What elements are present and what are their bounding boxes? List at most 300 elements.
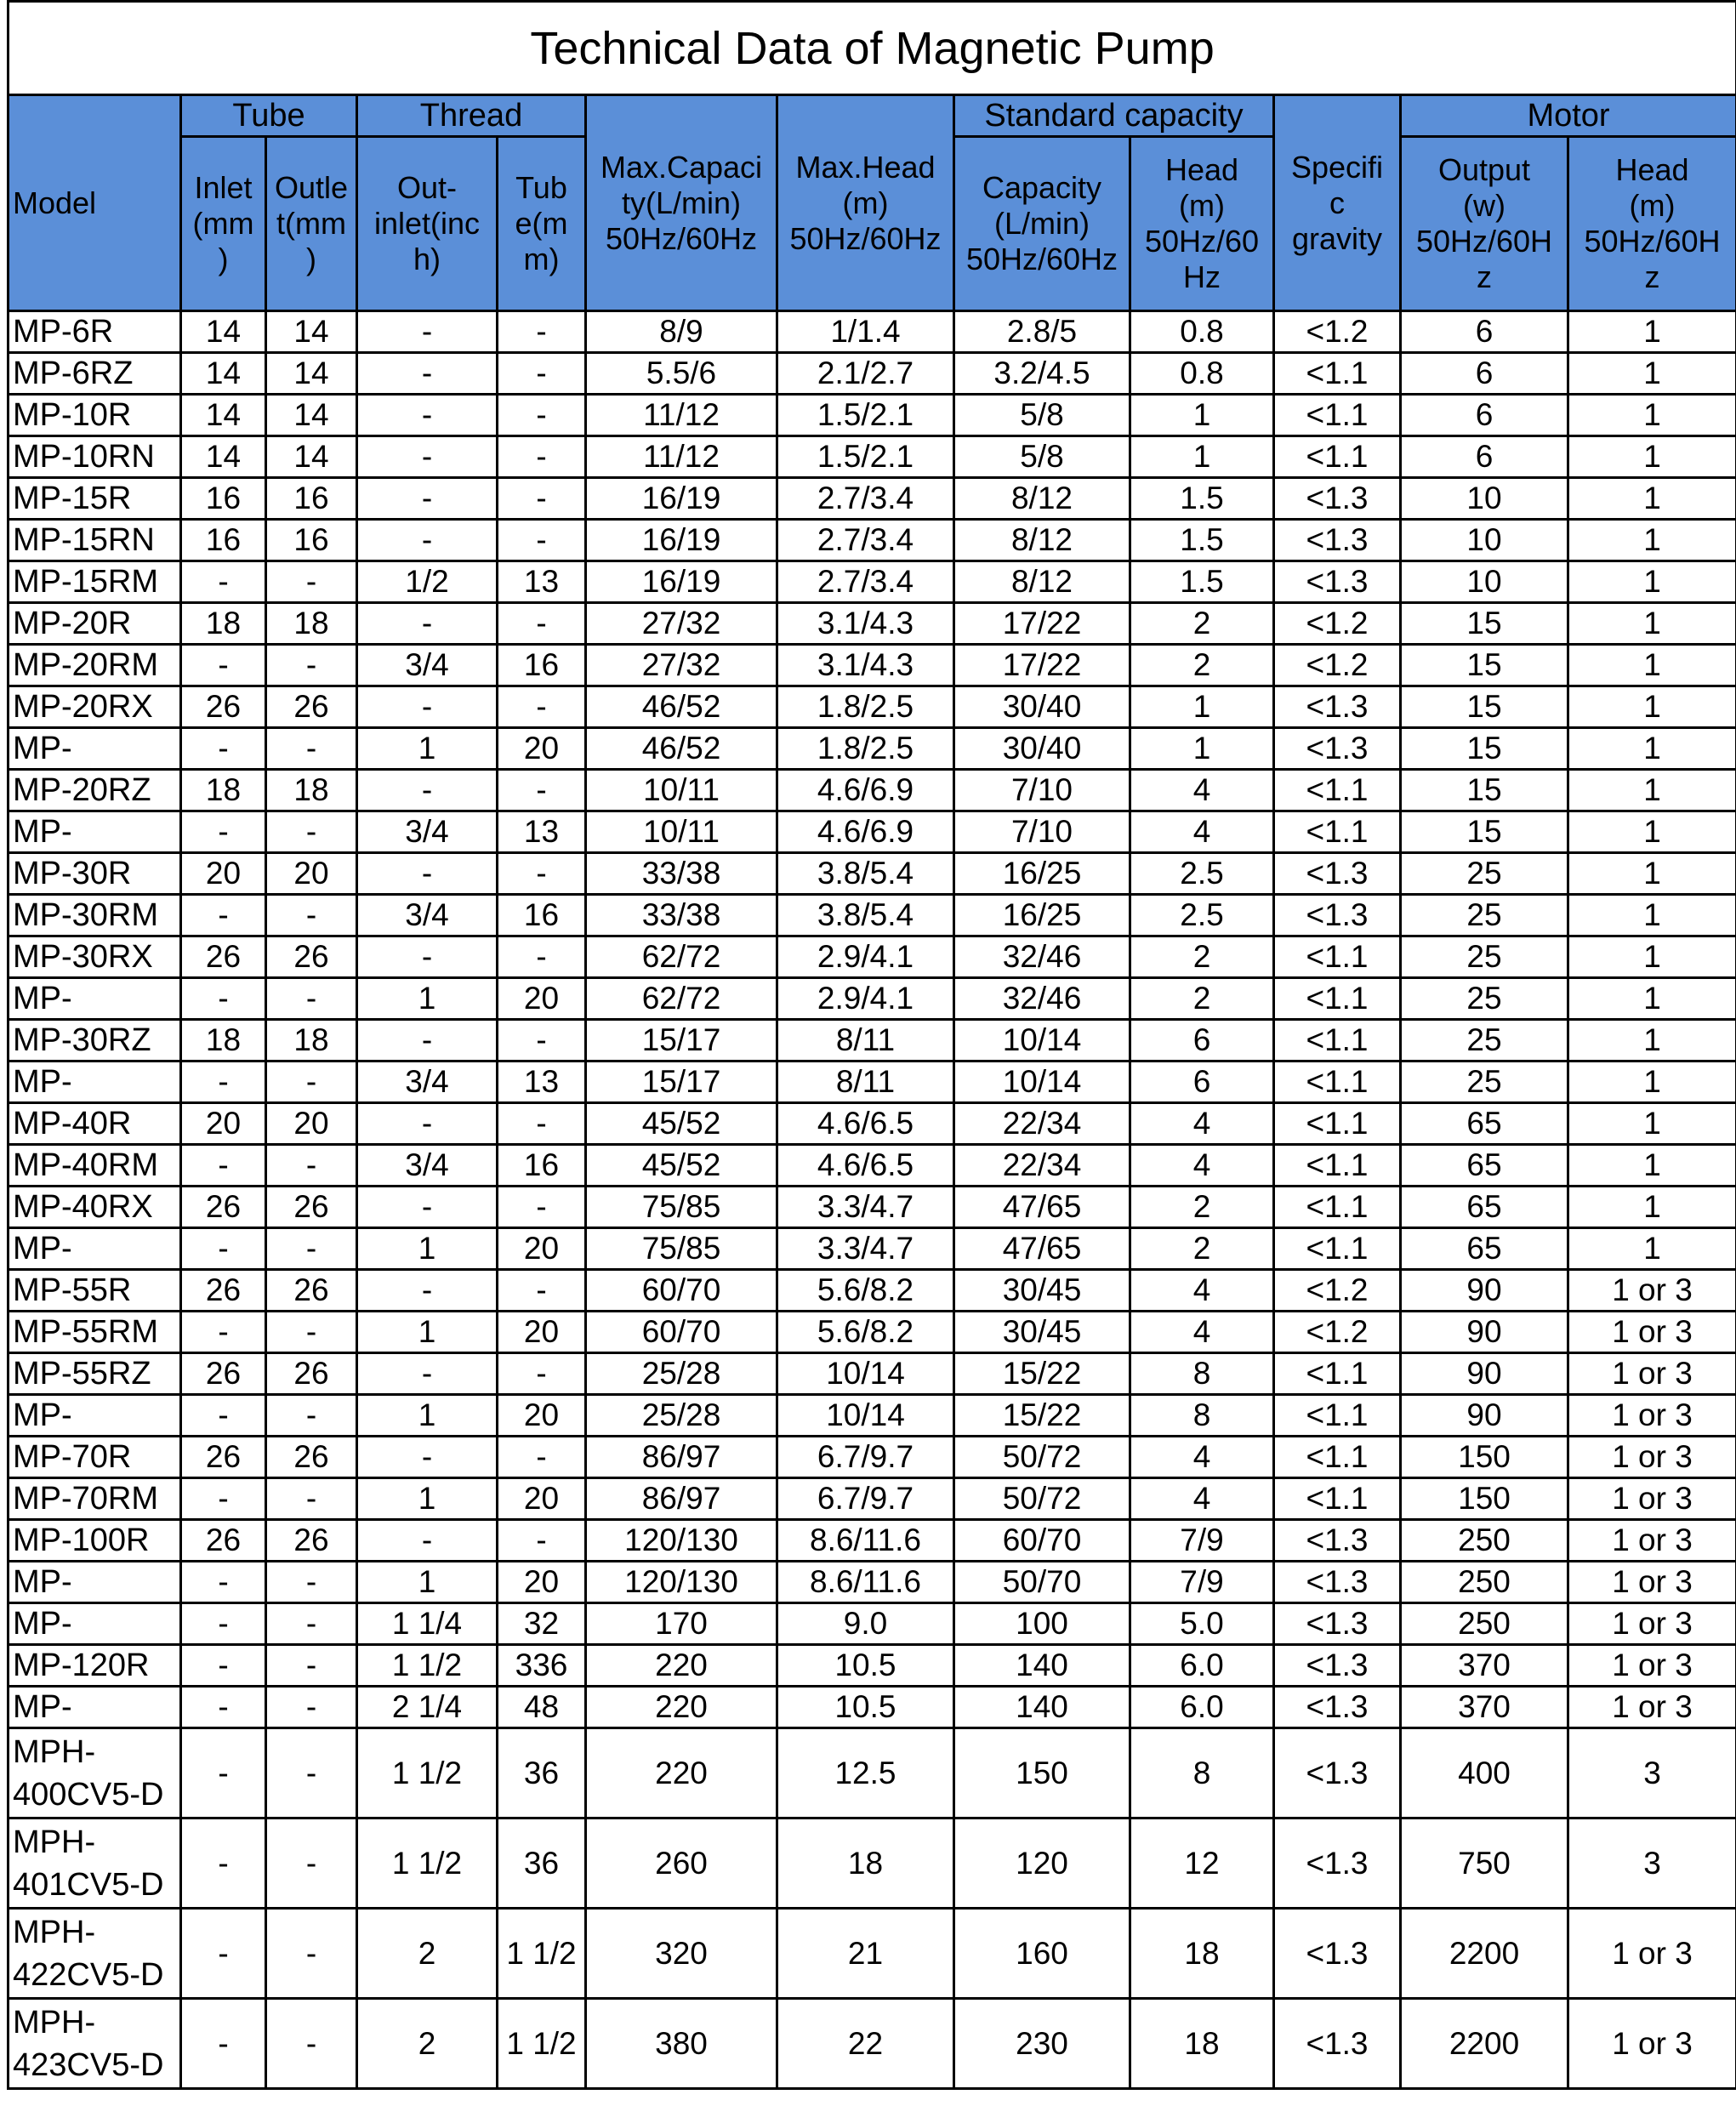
cell-model: MP-20RZ (9, 770, 181, 811)
cell-max-capacity: 25/28 (586, 1353, 777, 1395)
cell-specific-gravity: <1.1 (1274, 1020, 1401, 1062)
cell-output: 25 (1401, 936, 1568, 978)
cell-motor-head: 1 (1568, 520, 1736, 561)
cell-out-inlet: 1/2 (357, 561, 498, 603)
cell-max-head: 2.1/2.7 (777, 353, 954, 395)
cell-output: 15 (1401, 686, 1568, 728)
table-row (9, 1187, 1736, 1228)
model-line: MPH- (13, 1824, 96, 1860)
cell-head: 2 (1130, 1228, 1274, 1270)
cell-outlet: 18 (266, 770, 357, 811)
cell-tube-mm: 16 (498, 645, 586, 686)
cell-tube-mm: 36 (498, 1728, 586, 1818)
cell-specific-gravity: <1.3 (1274, 1520, 1401, 1562)
cell-motor-head: 3 (1568, 1818, 1736, 1909)
cell-motor-head: 1 (1568, 645, 1736, 686)
cell-max-capacity: 220 (586, 1687, 777, 1728)
cell-model: MP- (9, 1562, 181, 1603)
cell-tube-mm: 36 (498, 1818, 586, 1909)
cell-specific-gravity: <1.2 (1274, 311, 1401, 353)
cell-tube-mm: - (498, 1187, 586, 1228)
cell-capacity: 60/70 (954, 1520, 1130, 1562)
cell-tube-mm: 13 (498, 811, 586, 853)
cell-specific-gravity: <1.3 (1274, 1645, 1401, 1687)
cell-motor-head: 1 or 3 (1568, 1909, 1736, 1999)
cell-outlet: - (266, 1395, 357, 1437)
cell-max-capacity: 16/19 (586, 561, 777, 603)
cell-max-capacity: 8/9 (586, 311, 777, 353)
cell-motor-head: 1 or 3 (1568, 1999, 1736, 2089)
table-row (9, 353, 1736, 395)
cell-capacity: 8/12 (954, 520, 1130, 561)
cell-out-inlet: 1 1/2 (357, 1645, 498, 1687)
cell-max-capacity: 170 (586, 1603, 777, 1645)
table-body (9, 311, 1736, 2089)
cell-head: 1 (1130, 728, 1274, 770)
cell-head: 1 (1130, 686, 1274, 728)
cell-capacity: 30/45 (954, 1270, 1130, 1312)
cell-max-head: 4.6/6.9 (777, 770, 954, 811)
table-row (9, 1103, 1736, 1145)
cell-inlet: 18 (181, 603, 266, 645)
cell-tube-mm: 20 (498, 728, 586, 770)
cell-max-head: 5.6/8.2 (777, 1312, 954, 1353)
cell-outlet: 16 (266, 520, 357, 561)
cell-out-inlet: 1 (357, 1562, 498, 1603)
cell-inlet: - (181, 895, 266, 936)
cell-capacity: 5/8 (954, 436, 1130, 478)
cell-model: MP-100R (9, 1520, 181, 1562)
cell-capacity: 3.2/4.5 (954, 353, 1130, 395)
cell-outlet: 18 (266, 603, 357, 645)
cell-outlet: 20 (266, 853, 357, 895)
cell-max-capacity: 10/11 (586, 770, 777, 811)
cell-capacity: 50/72 (954, 1437, 1130, 1478)
cell-motor-head: 3 (1568, 1728, 1736, 1818)
cell-out-inlet: - (357, 603, 498, 645)
cell-head: 1 (1130, 436, 1274, 478)
header-max-head: Max.Head (m) 50Hz/60Hz (777, 95, 954, 311)
cell-model: MP-30R (9, 853, 181, 895)
cell-specific-gravity: <1.1 (1274, 436, 1401, 478)
cell-inlet: - (181, 561, 266, 603)
cell-max-capacity: 15/17 (586, 1062, 777, 1103)
cell-max-capacity: 11/12 (586, 436, 777, 478)
cell-inlet: - (181, 978, 266, 1020)
cell-output: 2200 (1401, 1999, 1568, 2089)
cell-tube-mm: - (498, 1103, 586, 1145)
cell-tube-mm: 20 (498, 1562, 586, 1603)
cell-motor-head: 1 (1568, 811, 1736, 853)
cell-capacity: 120 (954, 1818, 1130, 1909)
cell-tube-mm: - (498, 603, 586, 645)
cell-max-head: 10.5 (777, 1645, 954, 1687)
cell-inlet: - (181, 1562, 266, 1603)
cell-motor-head: 1 or 3 (1568, 1645, 1736, 1687)
cell-outlet: 26 (266, 936, 357, 978)
cell-specific-gravity: <1.3 (1274, 520, 1401, 561)
cell-model (9, 1909, 181, 1999)
table-row (9, 1478, 1736, 1520)
cell-max-head: 2.7/3.4 (777, 561, 954, 603)
cell-max-head: 2.9/4.1 (777, 978, 954, 1020)
cell-max-capacity: 46/52 (586, 686, 777, 728)
cell-head: 1.5 (1130, 561, 1274, 603)
cell-max-head: 4.6/6.5 (777, 1145, 954, 1187)
cell-output: 10 (1401, 561, 1568, 603)
cell-max-head: 2.7/3.4 (777, 478, 954, 520)
table-row (9, 978, 1736, 1020)
cell-output: 250 (1401, 1520, 1568, 1562)
cell-outlet: - (266, 1478, 357, 1520)
cell-max-capacity: 27/32 (586, 645, 777, 686)
cell-outlet: 14 (266, 353, 357, 395)
cell-max-capacity: 11/12 (586, 395, 777, 436)
cell-inlet: 20 (181, 853, 266, 895)
cell-motor-head: 1 (1568, 436, 1736, 478)
cell-model (9, 1999, 181, 2089)
cell-capacity: 50/72 (954, 1478, 1130, 1520)
cell-out-inlet: - (357, 1103, 498, 1145)
table-row (9, 1020, 1736, 1062)
cell-outlet: 16 (266, 478, 357, 520)
cell-specific-gravity: <1.3 (1274, 1603, 1401, 1645)
cell-model: MP-40RM (9, 1145, 181, 1187)
cell-model (9, 1728, 181, 1818)
cell-inlet: - (181, 1687, 266, 1728)
cell-specific-gravity: <1.1 (1274, 770, 1401, 811)
cell-out-inlet: 1 1/2 (357, 1728, 498, 1818)
header-output: Output (w) 50Hz/60H z (1401, 137, 1568, 311)
cell-output: 400 (1401, 1728, 1568, 1818)
cell-output: 25 (1401, 978, 1568, 1020)
cell-inlet: 26 (181, 1270, 266, 1312)
cell-outlet: - (266, 561, 357, 603)
cell-outlet: 26 (266, 1353, 357, 1395)
cell-out-inlet: - (357, 936, 498, 978)
cell-out-inlet: 3/4 (357, 1145, 498, 1187)
cell-motor-head: 1 (1568, 686, 1736, 728)
cell-inlet: - (181, 1728, 266, 1818)
cell-out-inlet: - (357, 686, 498, 728)
cell-model: MP-15RM (9, 561, 181, 603)
table-row (9, 395, 1736, 436)
cell-head: 4 (1130, 770, 1274, 811)
cell-model: MP- (9, 811, 181, 853)
cell-model: MP- (9, 1062, 181, 1103)
cell-output: 2200 (1401, 1909, 1568, 1999)
cell-motor-head: 1 (1568, 1062, 1736, 1103)
cell-tube-mm: 20 (498, 1312, 586, 1353)
cell-specific-gravity: <1.1 (1274, 811, 1401, 853)
cell-max-capacity: 60/70 (586, 1270, 777, 1312)
header-group-thread: Thread (357, 95, 586, 137)
cell-motor-head: 1 (1568, 353, 1736, 395)
cell-inlet: - (181, 1478, 266, 1520)
cell-model: MP-20RX (9, 686, 181, 728)
table-row (9, 436, 1736, 478)
cell-output: 65 (1401, 1145, 1568, 1187)
cell-head: 18 (1130, 1909, 1274, 1999)
cell-tube-mm: - (498, 936, 586, 978)
cell-max-head: 3.1/4.3 (777, 645, 954, 686)
header-inlet: Inlet (mm ) (181, 137, 266, 311)
cell-head: 6 (1130, 1020, 1274, 1062)
header-motor-head: Head (m) 50Hz/60H z (1568, 137, 1736, 311)
cell-motor-head: 1 or 3 (1568, 1562, 1736, 1603)
cell-max-capacity: 260 (586, 1818, 777, 1909)
cell-output: 25 (1401, 895, 1568, 936)
cell-outlet: - (266, 1562, 357, 1603)
cell-tube-mm: 16 (498, 1145, 586, 1187)
cell-out-inlet: - (357, 1270, 498, 1312)
cell-output: 65 (1401, 1103, 1568, 1145)
cell-outlet: - (266, 1145, 357, 1187)
cell-tube-mm: 20 (498, 1228, 586, 1270)
cell-specific-gravity: <1.1 (1274, 1103, 1401, 1145)
cell-out-inlet: - (357, 1353, 498, 1395)
cell-outlet: - (266, 1312, 357, 1353)
cell-outlet: - (266, 1603, 357, 1645)
cell-max-head: 8.6/11.6 (777, 1520, 954, 1562)
spec-sheet (7, 0, 1735, 2090)
cell-motor-head: 1 (1568, 1103, 1736, 1145)
cell-max-head: 10/14 (777, 1353, 954, 1395)
cell-model: MP-30RZ (9, 1020, 181, 1062)
model-line: 400CV5-D (13, 1776, 164, 1813)
cell-max-capacity: 120/130 (586, 1520, 777, 1562)
cell-inlet: - (181, 811, 266, 853)
cell-model: MP- (9, 728, 181, 770)
cell-motor-head: 1 (1568, 1187, 1736, 1228)
cell-model: MP-120R (9, 1645, 181, 1687)
cell-capacity: 10/14 (954, 1062, 1130, 1103)
cell-output: 65 (1401, 1187, 1568, 1228)
cell-outlet: 14 (266, 395, 357, 436)
cell-specific-gravity: <1.2 (1274, 645, 1401, 686)
cell-max-head: 4.6/6.9 (777, 811, 954, 853)
cell-head: 4 (1130, 811, 1274, 853)
cell-specific-gravity: <1.3 (1274, 1818, 1401, 1909)
table-row (9, 1909, 1736, 1999)
header-tube-mm: Tub e(m m) (498, 137, 586, 311)
cell-head: 8 (1130, 1728, 1274, 1818)
cell-max-capacity: 380 (586, 1999, 777, 2089)
cell-tube-mm: - (498, 853, 586, 895)
cell-specific-gravity: <1.1 (1274, 978, 1401, 1020)
cell-out-inlet: - (357, 1437, 498, 1478)
cell-output: 6 (1401, 311, 1568, 353)
cell-inlet: 16 (181, 478, 266, 520)
cell-output: 65 (1401, 1228, 1568, 1270)
cell-output: 15 (1401, 645, 1568, 686)
cell-out-inlet: 1 (357, 1312, 498, 1353)
cell-outlet: 26 (266, 1187, 357, 1228)
cell-inlet: - (181, 728, 266, 770)
cell-output: 150 (1401, 1478, 1568, 1520)
header-group-tube: Tube (181, 95, 357, 137)
cell-output: 25 (1401, 1062, 1568, 1103)
cell-outlet: - (266, 728, 357, 770)
cell-max-head: 1.8/2.5 (777, 686, 954, 728)
cell-outlet: - (266, 1909, 357, 1999)
table-row (9, 1520, 1736, 1562)
cell-output: 750 (1401, 1818, 1568, 1909)
cell-capacity: 22/34 (954, 1145, 1130, 1187)
cell-outlet: 26 (266, 686, 357, 728)
cell-max-capacity: 45/52 (586, 1145, 777, 1187)
cell-head: 4 (1130, 1145, 1274, 1187)
cell-motor-head: 1 or 3 (1568, 1687, 1736, 1728)
cell-motor-head: 1 or 3 (1568, 1478, 1736, 1520)
cell-max-capacity: 16/19 (586, 520, 777, 561)
cell-capacity: 50/70 (954, 1562, 1130, 1603)
cell-max-capacity: 33/38 (586, 895, 777, 936)
cell-motor-head: 1 (1568, 978, 1736, 1020)
cell-specific-gravity: <1.1 (1274, 1145, 1401, 1187)
cell-specific-gravity: <1.1 (1274, 353, 1401, 395)
cell-output: 6 (1401, 395, 1568, 436)
cell-outlet: - (266, 1687, 357, 1728)
cell-output: 90 (1401, 1312, 1568, 1353)
cell-max-capacity: 220 (586, 1728, 777, 1818)
cell-specific-gravity: <1.3 (1274, 1999, 1401, 2089)
cell-capacity: 47/65 (954, 1187, 1130, 1228)
page-title: Technical Data of Magnetic Pump (9, 2, 1736, 95)
cell-specific-gravity: <1.1 (1274, 1478, 1401, 1520)
cell-max-capacity: 15/17 (586, 1020, 777, 1062)
table-row (9, 1999, 1736, 2089)
cell-max-capacity: 62/72 (586, 978, 777, 1020)
cell-capacity: 16/25 (954, 853, 1130, 895)
cell-out-inlet: - (357, 1187, 498, 1228)
cell-motor-head: 1 (1568, 603, 1736, 645)
cell-output: 10 (1401, 520, 1568, 561)
cell-outlet: - (266, 895, 357, 936)
cell-out-inlet: 1 (357, 1228, 498, 1270)
cell-inlet: 14 (181, 353, 266, 395)
cell-out-inlet: - (357, 395, 498, 436)
cell-specific-gravity: <1.3 (1274, 895, 1401, 936)
cell-head: 6.0 (1130, 1687, 1274, 1728)
cell-inlet: - (181, 1145, 266, 1187)
cell-max-head: 2.9/4.1 (777, 936, 954, 978)
cell-inlet: 18 (181, 1020, 266, 1062)
cell-capacity: 22/34 (954, 1103, 1130, 1145)
cell-head: 2.5 (1130, 895, 1274, 936)
table-row (9, 478, 1736, 520)
cell-capacity: 140 (954, 1645, 1130, 1687)
table-row (9, 853, 1736, 895)
cell-tube-mm: 1 1/2 (498, 1909, 586, 1999)
cell-out-inlet: 3/4 (357, 645, 498, 686)
model-line: MPH- (13, 1733, 96, 1770)
cell-tube-mm: - (498, 1353, 586, 1395)
cell-motor-head: 1 (1568, 311, 1736, 353)
cell-capacity: 15/22 (954, 1353, 1130, 1395)
cell-max-head: 6.7/9.7 (777, 1478, 954, 1520)
cell-model: MP- (9, 1603, 181, 1645)
cell-output: 150 (1401, 1437, 1568, 1478)
table-row (9, 1228, 1736, 1270)
cell-inlet: 14 (181, 395, 266, 436)
cell-head: 2 (1130, 603, 1274, 645)
cell-out-inlet: 1 (357, 978, 498, 1020)
cell-out-inlet: 3/4 (357, 1062, 498, 1103)
cell-max-capacity: 120/130 (586, 1562, 777, 1603)
cell-motor-head: 1 (1568, 728, 1736, 770)
cell-model: MP-55R (9, 1270, 181, 1312)
table-row (9, 520, 1736, 561)
cell-out-inlet: 2 (357, 1909, 498, 1999)
cell-max-head: 21 (777, 1909, 954, 1999)
cell-head: 2.5 (1130, 853, 1274, 895)
cell-output: 370 (1401, 1687, 1568, 1728)
cell-tube-mm: 13 (498, 561, 586, 603)
table-row (9, 1270, 1736, 1312)
cell-capacity: 100 (954, 1603, 1130, 1645)
header-head: Head (m) 50Hz/60 Hz (1130, 137, 1274, 311)
cell-model: MP-6RZ (9, 353, 181, 395)
cell-max-head: 6.7/9.7 (777, 1437, 954, 1478)
cell-output: 250 (1401, 1562, 1568, 1603)
cell-max-capacity: 16/19 (586, 478, 777, 520)
cell-capacity: 15/22 (954, 1395, 1130, 1437)
cell-tube-mm: - (498, 1437, 586, 1478)
cell-out-inlet: - (357, 1520, 498, 1562)
cell-output: 90 (1401, 1395, 1568, 1437)
cell-head: 6.0 (1130, 1645, 1274, 1687)
table-row (9, 1062, 1736, 1103)
cell-motor-head: 1 or 3 (1568, 1312, 1736, 1353)
cell-max-head: 8/11 (777, 1020, 954, 1062)
cell-specific-gravity: <1.1 (1274, 1437, 1401, 1478)
cell-head: 2 (1130, 645, 1274, 686)
cell-specific-gravity: <1.1 (1274, 1228, 1401, 1270)
cell-head: 4 (1130, 1478, 1274, 1520)
cell-out-inlet: - (357, 311, 498, 353)
cell-tube-mm: 16 (498, 895, 586, 936)
model-line: 422CV5-D (13, 1956, 164, 1993)
cell-output: 25 (1401, 853, 1568, 895)
cell-output: 10 (1401, 478, 1568, 520)
cell-motor-head: 1 (1568, 561, 1736, 603)
cell-model: MP- (9, 1395, 181, 1437)
cell-outlet: - (266, 1062, 357, 1103)
cell-head: 2 (1130, 1187, 1274, 1228)
table-row (9, 1312, 1736, 1353)
header-outlet: Outle t(mm ) (266, 137, 357, 311)
cell-model: MP-55RZ (9, 1353, 181, 1395)
cell-outlet: 26 (266, 1520, 357, 1562)
cell-capacity: 230 (954, 1999, 1130, 2089)
cell-max-head: 4.6/6.5 (777, 1103, 954, 1145)
cell-model: MP- (9, 1228, 181, 1270)
cell-tube-mm: - (498, 686, 586, 728)
cell-max-head: 1.5/2.1 (777, 436, 954, 478)
cell-inlet: 20 (181, 1103, 266, 1145)
cell-outlet: - (266, 1818, 357, 1909)
table-row (9, 728, 1736, 770)
cell-output: 15 (1401, 728, 1568, 770)
cell-head: 2 (1130, 936, 1274, 978)
cell-output: 25 (1401, 1020, 1568, 1062)
cell-inlet: - (181, 1395, 266, 1437)
cell-motor-head: 1 (1568, 1020, 1736, 1062)
cell-specific-gravity: <1.2 (1274, 1312, 1401, 1353)
cell-max-capacity: 46/52 (586, 728, 777, 770)
cell-inlet: - (181, 645, 266, 686)
